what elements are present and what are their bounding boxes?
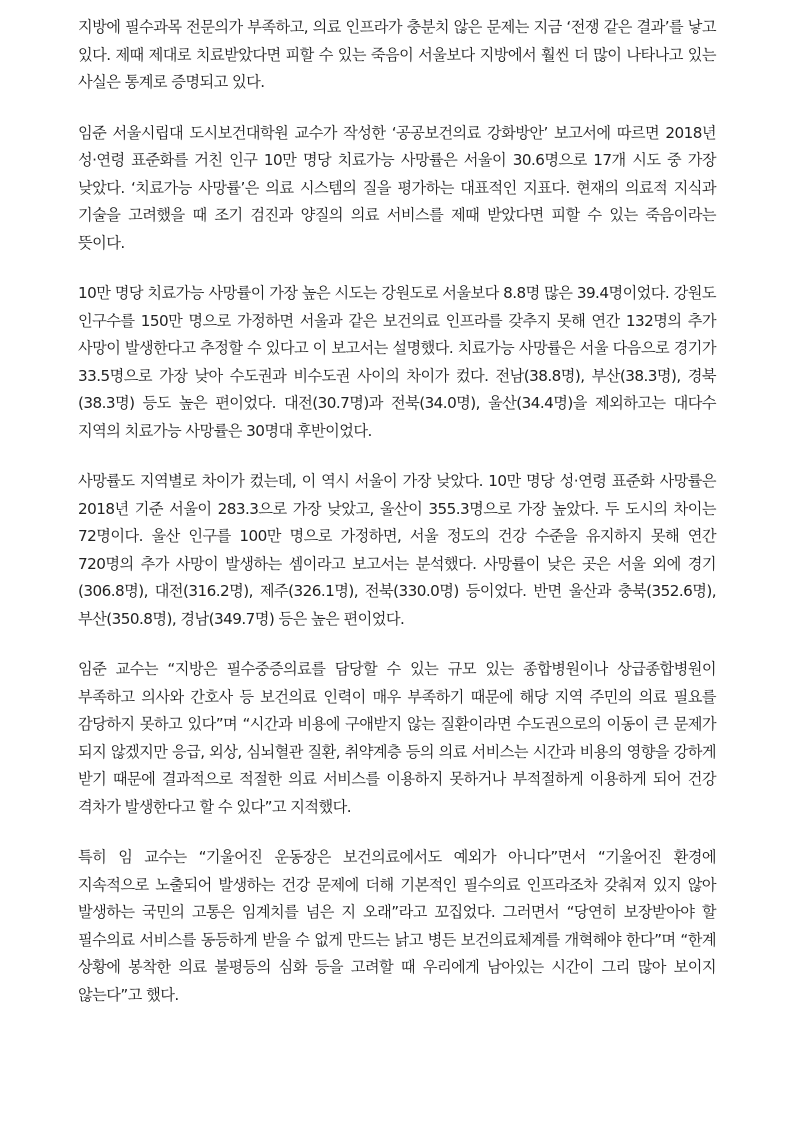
paragraph-regional-shortage: 지방에 필수과목 전문의가 부족하고, 의료 인프라가 충분치 않은 문제는 지금 ‘전쟁 같은 결과’를 낳고 있다. 제때 제대로 치료받았다면 피할 수 있는 죽음이 서울보다 지방에서 훨씬 더 많이 나타나고 있는 사실은 통계로 증명되고 있다.	[78, 18, 716, 91]
paragraph-gangwon-statistics: 10만 명당 치료가능 사망률이 가장 높은 시도는 강원도로 서울보다 8.8명 많은 39.4명이었다. 강원도 인구수를 150만 명으로 가정하면 서울과 같은 보건의료 인프라를 갖추지 못해 연간 132명의 추가 사망이 발생한다고 추정할 수 있다고 이 보고서는 설명했다. 치료가능 사망률은 서울 다음으로 경기가 33.5명으로 가장 낮아 수도권과 비수도권 사이의 차이가 컸다. 전남(38.8명), 부산(38.3명), 경북(38.3명) 등도 높은 편이었다. 대전(30.7명)과 전북(34.0명), 울산(34.4명)을 제외하고는 대다수 지역의 치료가능 사망률은 30명대 후반이었다.	[78, 284, 716, 440]
paragraph-professor-quote: 임준 교수는 “지방은 필수중증의료를 담당할 수 있는 규모 있는 종합병원이나 상급종합병원이 부족하고 의사와 간호사 등 보건의료 인력이 매우 부족하기 때문에 해당 지역 주민의 의료 필요를 감당하지 못하고 있다”며 “시간과 비용에 구애받지 않는 질환이라면 수도권으로의 이동이 큰 문제가 되지 않겠지만 응급, 외상, 심뇌혈관 질환, 취약계층 등의 의료 서비스는 시간과 비용의 영향을 강하게 받기 때문에 결과적으로 적절한 의료 서비스를 이용하지 못하거나 부적절하게 이용하게 되어 건강 격차가 발생한다고 할 수 있다”고 지적했다.	[78, 660, 716, 816]
paragraph-closing-quote: 특히 임 교수는 “기울어진 운동장은 보건의료에서도 예외가 아니다”면서 “기울어진 환경에 지속적으로 노출되어 발생하는 건강 문제에 더해 기본적인 필수의료 인프라조차 갖춰져 있지 않아 발생하는 국민의 고통은 임계치를 넘은 지 오래”라고 꼬집었다. 그러면서 “당연히 보장받아야 할 필수의료 서비스를 동등하게 받을 수 없게 만드는 낡고 병든 보건의료체계를 개혁해야 한다”며 “한계 상황에 봉착한 의료 불평등의 심화 등을 고려할 때 우리에게 남아있는 시간이 그리 많아 보이지 않는다”고 했다.	[78, 848, 716, 1004]
paragraph-treatable-mortality-definition: 임준 서울시립대 도시보건대학원 교수가 작성한 ‘공공보건의료 강화방안’ 보고서에 따르면 2018년 성·연령 표준화를 거친 인구 10만 명당 치료가능 사망률은 서울이 30.6명으로 17개 시도 중 가장 낮았다. ‘치료가능 사망률’은 의료 시스템의 질을 평가하는 대표적인 지표다. 현재의 의료적 지식과 기술을 고려했을 때 조기 검진과 양질의 의료 서비스를 제때 받았다면 피할 수 있는 죽음이라는 뜻이다.	[78, 123, 716, 252]
article-body	[78, 14, 716, 1032]
paragraph-mortality-by-region: 사망률도 지역별로 차이가 컸는데, 이 역시 서울이 가장 낮았다. 10만 명당 성·연령 표준화 사망률은 2018년 기준 서울이 283.3으로 가장 낮았고, 울산이 355.3명으로 가장 높았다. 두 도시의 차이는 72명이다. 울산 인구를 100만 명으로 가정하면, 서울 정도의 건강 수준을 유지하지 못해 연간 720명의 추가 사망이 발생하는 셈이라고 보고서는 분석했다. 사망률이 낮은 곳은 서울 외에 경기(306.8명), 대전(316.2명), 제주(326.1명), 전북(330.0명) 등이었다. 반면 울산과 충북(352.6명), 부산(350.8명), 경남(349.7명) 등은 높은 편이었다.	[78, 472, 716, 628]
